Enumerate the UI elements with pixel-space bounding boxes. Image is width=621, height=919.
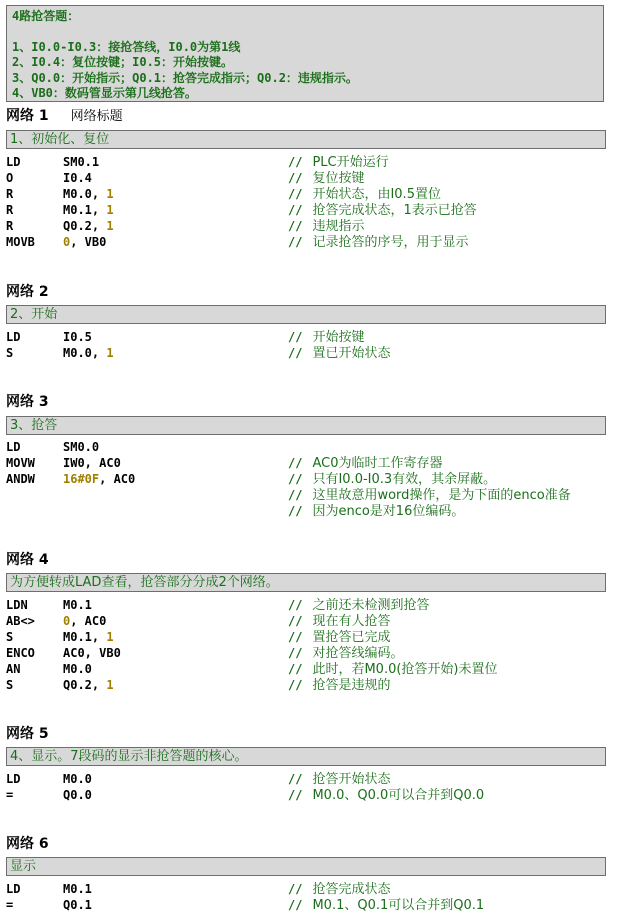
instruction-operands bbox=[63, 234, 106, 250]
comment-prefix: // bbox=[288, 662, 303, 676]
line-comment bbox=[288, 661, 498, 678]
comment-prefix: // bbox=[288, 155, 303, 169]
code-line[interactable] bbox=[6, 234, 618, 250]
instruction-operands bbox=[63, 154, 99, 170]
comment-text: 之前还未检测到抢答 bbox=[312, 598, 430, 613]
network-label: 网络 2 bbox=[6, 284, 49, 300]
instruction-opcode: LD bbox=[6, 440, 21, 454]
network-title bbox=[6, 393, 49, 411]
operand: SM0.0 bbox=[63, 440, 100, 454]
instruction-operands bbox=[63, 186, 114, 202]
comment-text: 记录抢答的序号，用于显示 bbox=[312, 235, 469, 250]
instruction-opcode: R bbox=[6, 187, 14, 201]
operand-constant: 1 bbox=[106, 219, 114, 233]
instruction-operands bbox=[63, 787, 92, 803]
comment-text: 置抢答已完成 bbox=[312, 630, 391, 645]
line-comment bbox=[288, 329, 364, 346]
comment-prefix: // bbox=[288, 456, 303, 470]
instruction-opcode: R bbox=[6, 203, 14, 217]
comment-text: M0.1、Q0.1可以合并到Q0.1 bbox=[312, 898, 485, 913]
line-comment bbox=[288, 787, 484, 804]
operand-constant: 1 bbox=[106, 187, 114, 201]
comment-text: 违规指示 bbox=[312, 219, 365, 234]
network-label: 网络 6 bbox=[6, 836, 49, 852]
network-comment[interactable]: 为方便转成LAD查看，抢答部分分成2个网络。 bbox=[6, 573, 606, 592]
comment-prefix: // bbox=[288, 219, 303, 233]
line-comment bbox=[288, 503, 464, 520]
network-title bbox=[6, 283, 49, 301]
network-label: 网络 1 bbox=[6, 108, 49, 124]
instruction-operands bbox=[63, 881, 92, 897]
operand: Q0.2, bbox=[63, 678, 107, 692]
line-comment bbox=[288, 455, 442, 472]
operand: , AC0 bbox=[70, 614, 107, 628]
code-line[interactable] bbox=[6, 471, 618, 487]
comment-text: 只有I0.0-I0.3有效，其余屏蔽。 bbox=[312, 472, 497, 487]
line-comment bbox=[288, 170, 364, 187]
network-comment[interactable]: 3、抢答 bbox=[6, 416, 606, 435]
comment-text: 抢答完成状态 bbox=[312, 882, 391, 897]
comment-prefix: // bbox=[288, 678, 303, 692]
operand: , VB0 bbox=[70, 235, 107, 249]
comment-text: 此时，若M0.0(抢答开始)未置位 bbox=[312, 662, 498, 677]
program-header-comment bbox=[6, 5, 604, 102]
operand: SM0.1 bbox=[63, 155, 100, 169]
code-line[interactable] bbox=[6, 218, 618, 234]
comment-prefix: // bbox=[288, 788, 303, 802]
instruction-opcode: ENCO bbox=[6, 646, 35, 660]
operand: AC0, VB0 bbox=[63, 646, 121, 660]
instruction-operands bbox=[63, 645, 121, 661]
operand-constant: 1 bbox=[106, 678, 114, 692]
header-line: 3、Q0.0：开始指示；Q0.1：抢答完成指示；Q0.2：违规指示。 bbox=[12, 70, 358, 85]
comment-text: M0.0、Q0.0可以合并到Q0.0 bbox=[312, 788, 485, 803]
operand: M0.0 bbox=[63, 772, 92, 786]
network-title bbox=[6, 835, 49, 853]
operand: M0.1, bbox=[63, 630, 107, 644]
instruction-operands bbox=[63, 439, 99, 455]
comment-text: AC0为临时工作寄存器 bbox=[312, 456, 443, 471]
code-line[interactable] bbox=[6, 677, 618, 693]
instruction-operands bbox=[63, 202, 114, 218]
header-line bbox=[12, 24, 598, 39]
header-line: 4路抢答题： bbox=[12, 9, 80, 23]
instruction-opcode: MOVW bbox=[6, 456, 35, 470]
network-title bbox=[6, 551, 49, 569]
comment-text: 对抢答线编码。 bbox=[312, 646, 404, 661]
instruction-operands bbox=[63, 218, 114, 234]
line-comment bbox=[288, 218, 364, 235]
comment-text: 抢答是违规的 bbox=[312, 678, 391, 693]
code-line[interactable] bbox=[6, 597, 618, 613]
instruction-operands bbox=[63, 597, 92, 613]
operand-constant: 0 bbox=[63, 235, 71, 249]
line-comment bbox=[288, 202, 477, 219]
line-comment bbox=[288, 645, 403, 662]
instruction-opcode: LD bbox=[6, 882, 21, 896]
comment-prefix: // bbox=[288, 488, 303, 502]
comment-prefix: // bbox=[288, 346, 303, 360]
comment-text: 因为enco是对16位编码。 bbox=[312, 504, 465, 519]
line-comment bbox=[288, 771, 390, 788]
instruction-operands bbox=[63, 455, 121, 471]
operand-constant: 1 bbox=[106, 346, 114, 360]
comment-text: 这里故意用word操作，是为下面的enco准备 bbox=[312, 488, 571, 503]
operand: M0.1 bbox=[63, 598, 92, 612]
operand: M0.1, bbox=[63, 203, 107, 217]
network-label: 网络 3 bbox=[6, 394, 49, 410]
instruction-opcode: S bbox=[6, 678, 14, 692]
line-comment bbox=[288, 597, 429, 614]
line-comment bbox=[288, 154, 389, 171]
operand: M0.0 bbox=[63, 662, 92, 676]
operand: M0.0, bbox=[63, 346, 107, 360]
comment-text: 现在有人抢答 bbox=[312, 614, 391, 629]
code-line[interactable] bbox=[6, 787, 618, 803]
code-line[interactable] bbox=[6, 154, 618, 170]
comment-prefix: // bbox=[288, 598, 303, 612]
instruction-opcode: AN bbox=[6, 662, 21, 676]
network-comment[interactable]: 显示 bbox=[6, 857, 606, 876]
header-line: 1、I0.0-I0.3：接抢答线，I0.0为第1线 bbox=[12, 39, 241, 54]
code-line[interactable] bbox=[6, 455, 618, 471]
comment-prefix: // bbox=[288, 630, 303, 644]
instruction-opcode: = bbox=[6, 788, 14, 802]
header-line: 4、VB0：数码管显示第几线抢答。 bbox=[12, 85, 197, 100]
code-line[interactable] bbox=[6, 629, 618, 645]
comment-prefix: // bbox=[288, 171, 303, 185]
comment-text: PLC开始运行 bbox=[312, 155, 389, 170]
comment-text: 抢答开始状态 bbox=[312, 772, 391, 787]
instruction-opcode: S bbox=[6, 630, 14, 644]
comment-prefix: // bbox=[288, 330, 303, 344]
instruction-operands bbox=[63, 345, 114, 361]
comment-prefix: // bbox=[288, 472, 303, 486]
comment-prefix: // bbox=[288, 203, 303, 217]
instruction-operands bbox=[63, 771, 92, 787]
line-comment bbox=[288, 613, 390, 630]
code-line[interactable] bbox=[6, 645, 618, 661]
comment-text: 抢答完成状态，1表示已抢答 bbox=[312, 203, 477, 218]
comment-text: 置已开始状态 bbox=[312, 346, 391, 361]
instruction-opcode: R bbox=[6, 219, 14, 233]
instruction-opcode: LD bbox=[6, 155, 21, 169]
comment-prefix: // bbox=[288, 898, 303, 912]
instruction-opcode: S bbox=[6, 346, 14, 360]
comment-text: 开始按键 bbox=[312, 330, 365, 345]
comment-prefix: // bbox=[288, 882, 303, 896]
operand: Q0.0 bbox=[63, 788, 92, 802]
line-comment bbox=[288, 345, 390, 362]
code-line[interactable] bbox=[6, 170, 618, 186]
operand: I0.5 bbox=[63, 330, 92, 344]
instruction-opcode: = bbox=[6, 898, 14, 912]
code-line[interactable] bbox=[6, 771, 618, 787]
network-title bbox=[6, 107, 123, 125]
comment-text: 复位按键 bbox=[312, 171, 365, 186]
instruction-operands bbox=[63, 613, 106, 629]
network-label: 网络 4 bbox=[6, 552, 49, 568]
operand-constant: 16#0F bbox=[63, 472, 100, 486]
instruction-opcode: O bbox=[6, 171, 14, 185]
line-comment bbox=[288, 677, 390, 694]
code-line[interactable] bbox=[6, 329, 618, 345]
header-line: 2、I0.4：复位按键；I0.5：开始按键。 bbox=[12, 55, 234, 70]
code-line[interactable] bbox=[6, 503, 618, 519]
instruction-opcode: LD bbox=[6, 772, 21, 786]
operand: Q0.1 bbox=[63, 898, 92, 912]
instruction-opcode: MOVB bbox=[6, 235, 35, 249]
operand-constant: 1 bbox=[106, 203, 114, 217]
code-line[interactable] bbox=[6, 661, 618, 677]
line-comment bbox=[288, 234, 468, 251]
operand: M0.1 bbox=[63, 882, 92, 896]
operand-constant: 0 bbox=[63, 614, 71, 628]
instruction-operands bbox=[63, 471, 135, 487]
comment-prefix: // bbox=[288, 772, 303, 786]
line-comment bbox=[288, 629, 390, 646]
line-comment bbox=[288, 186, 441, 203]
operand: IW0, AC0 bbox=[63, 456, 121, 470]
instruction-operands bbox=[63, 897, 92, 913]
instruction-operands bbox=[63, 677, 114, 693]
instruction-operands bbox=[63, 629, 114, 645]
network-comment[interactable]: 1、初始化、复位 bbox=[6, 130, 606, 149]
operand: M0.0, bbox=[63, 187, 107, 201]
instruction-operands bbox=[63, 170, 92, 186]
operand: , AC0 bbox=[99, 472, 136, 486]
code-line[interactable] bbox=[6, 345, 618, 361]
network-comment[interactable]: 4、显示。7段码的显示非抢答题的核心。 bbox=[6, 747, 606, 766]
code-line[interactable] bbox=[6, 439, 618, 455]
comment-prefix: // bbox=[288, 614, 303, 628]
code-line[interactable] bbox=[6, 202, 618, 218]
comment-prefix: // bbox=[288, 187, 303, 201]
code-line[interactable] bbox=[6, 613, 618, 629]
code-line[interactable] bbox=[6, 186, 618, 202]
network-comment[interactable]: 2、开始 bbox=[6, 305, 606, 324]
network-subtitle: 网络标题 bbox=[70, 109, 123, 124]
network-label: 网络 5 bbox=[6, 726, 49, 742]
instruction-opcode: AB<> bbox=[6, 614, 35, 628]
instruction-opcode: ANDW bbox=[6, 472, 35, 486]
comment-prefix: // bbox=[288, 235, 303, 249]
code-line[interactable] bbox=[6, 897, 618, 913]
operand-constant: 1 bbox=[106, 630, 114, 644]
operand: I0.4 bbox=[63, 171, 92, 185]
instruction-opcode: LDN bbox=[6, 598, 28, 612]
line-comment bbox=[288, 487, 571, 504]
line-comment bbox=[288, 471, 496, 488]
line-comment bbox=[288, 897, 484, 914]
instruction-operands bbox=[63, 329, 92, 345]
operand: Q0.2, bbox=[63, 219, 107, 233]
comment-prefix: // bbox=[288, 646, 303, 660]
comment-prefix: // bbox=[288, 504, 303, 518]
code-line[interactable] bbox=[6, 881, 618, 897]
comment-text: 开始状态，由I0.5置位 bbox=[312, 187, 441, 202]
instruction-opcode: LD bbox=[6, 330, 21, 344]
network-title bbox=[6, 725, 49, 743]
code-line[interactable] bbox=[6, 487, 618, 503]
line-comment bbox=[288, 881, 390, 898]
instruction-operands bbox=[63, 661, 92, 677]
